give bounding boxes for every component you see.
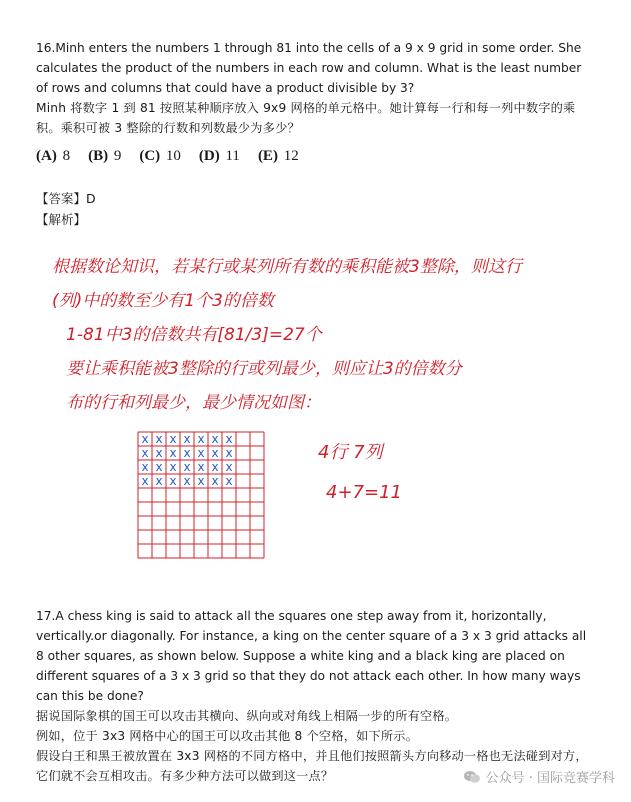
grid-mark: x — [225, 460, 233, 474]
question-17-chinese-3: 假设白王和黑王被放置在 3x3 网格的不同方格中，并且他们按照箭头方向移动一格也无法碰到对方，它们就不会互相攻击。有多少种方法可以做到这一点？ — [36, 749, 588, 783]
grid-mark: x — [169, 446, 177, 460]
grid-mark: x — [155, 432, 163, 446]
question-17 — [36, 606, 596, 786]
grid-mark: x — [141, 460, 149, 474]
handwriting-line-3: 1-81中3的倍数共有[81/3]=27个 — [66, 325, 322, 345]
question-16-english: 16.Minh enters the numbers 1 through 81 into the cells of a 9 x 9 grid in some order. She calculates the product of the numbers in each row and column. What is the least number of rows and columns that could have a product divisible by 3? — [36, 41, 582, 95]
grid-mark: x — [169, 460, 177, 474]
choice-a: (A) 8 — [36, 148, 71, 164]
choice-c: (C) 10 — [139, 148, 181, 164]
handwriting-line-1: 根据数论知识，若某行或某列所有数的乘积能被3整除，则这行 — [52, 257, 522, 277]
grid-mark: x — [225, 432, 233, 446]
grid-mark: x — [211, 446, 219, 460]
watermark-text: 公众号 · 国际竞赛学科 — [485, 771, 615, 786]
grid-mark: x — [183, 446, 191, 460]
grid-mark: x — [183, 460, 191, 474]
answer-line: 【答案】D — [36, 191, 96, 206]
grid-mark: x — [183, 432, 191, 446]
choice-b: (B) 9 — [88, 148, 122, 164]
grid-mark: x — [183, 474, 191, 488]
handwriting-line-4: 要让乘积能被3整除的行或列最少，则应让3的倍数分 — [66, 359, 462, 379]
grid-mark: x — [211, 474, 219, 488]
grid-mark: x — [211, 432, 219, 446]
grid-mark: x — [225, 446, 233, 460]
question-16-chinese: Minh 将数字 1 到 81 按照某种顺序放入 9x9 网格的单元格中。她计算每一行和每一列中数字的乘积。乘积可被 3 整除的行数和列数最少为多少？ — [36, 101, 576, 135]
grid-mark: x — [155, 474, 163, 488]
grid-mark: x — [197, 446, 205, 460]
question-17-chinese-2: 例如，位于 3x3 网格中心的国王可以攻击其他 8 个空格，如下所示。 — [36, 729, 419, 743]
handwriting-line-2: (列)中的数至少有1个3的倍数 — [52, 291, 274, 311]
solution-grid — [138, 432, 264, 558]
grid-mark: x — [197, 460, 205, 474]
grid-mark: x — [141, 446, 149, 460]
watermark — [459, 765, 619, 788]
analysis-label: 【解析】 — [36, 212, 87, 227]
handwriting-note-sum: 4+7=11 — [326, 482, 402, 503]
choice-d: (D) 11 — [198, 148, 240, 164]
handwriting-note-rows-cols: 4行 7列 — [318, 442, 383, 463]
grid-mark: x — [169, 432, 177, 446]
grid-mark: x — [197, 474, 205, 488]
question-17-chinese-1: 据说国际象棋的国王可以攻击其横向、纵向或对角线上相隔一步的所有空格。 — [36, 709, 458, 723]
choice-e: (E) 12 — [257, 148, 299, 164]
grid-mark: x — [141, 474, 149, 488]
handwriting-line-5: 布的行和列最少，最少情况如图： — [66, 393, 321, 413]
grid-mark: x — [197, 432, 205, 446]
grid-mark: x — [225, 474, 233, 488]
grid-mark: x — [155, 446, 163, 460]
grid-mark: x — [141, 432, 149, 446]
grid-mark: x — [169, 474, 177, 488]
grid-mark: x — [155, 460, 163, 474]
grid-mark: x — [211, 460, 219, 474]
question-17-english: 17.A chess king is said to attack all the squares one step away from it, horizontally, vertically.or diagonally. For instance, a king on the center square of a 3 x 3 grid attacks all 8 other squares, as shown below. Suppose a white king and a black king are placed on different squares of a 3 x 3 grid so that they do not attack each other. In how many ways can this be done? — [36, 609, 587, 703]
wechat-icon — [463, 770, 481, 784]
